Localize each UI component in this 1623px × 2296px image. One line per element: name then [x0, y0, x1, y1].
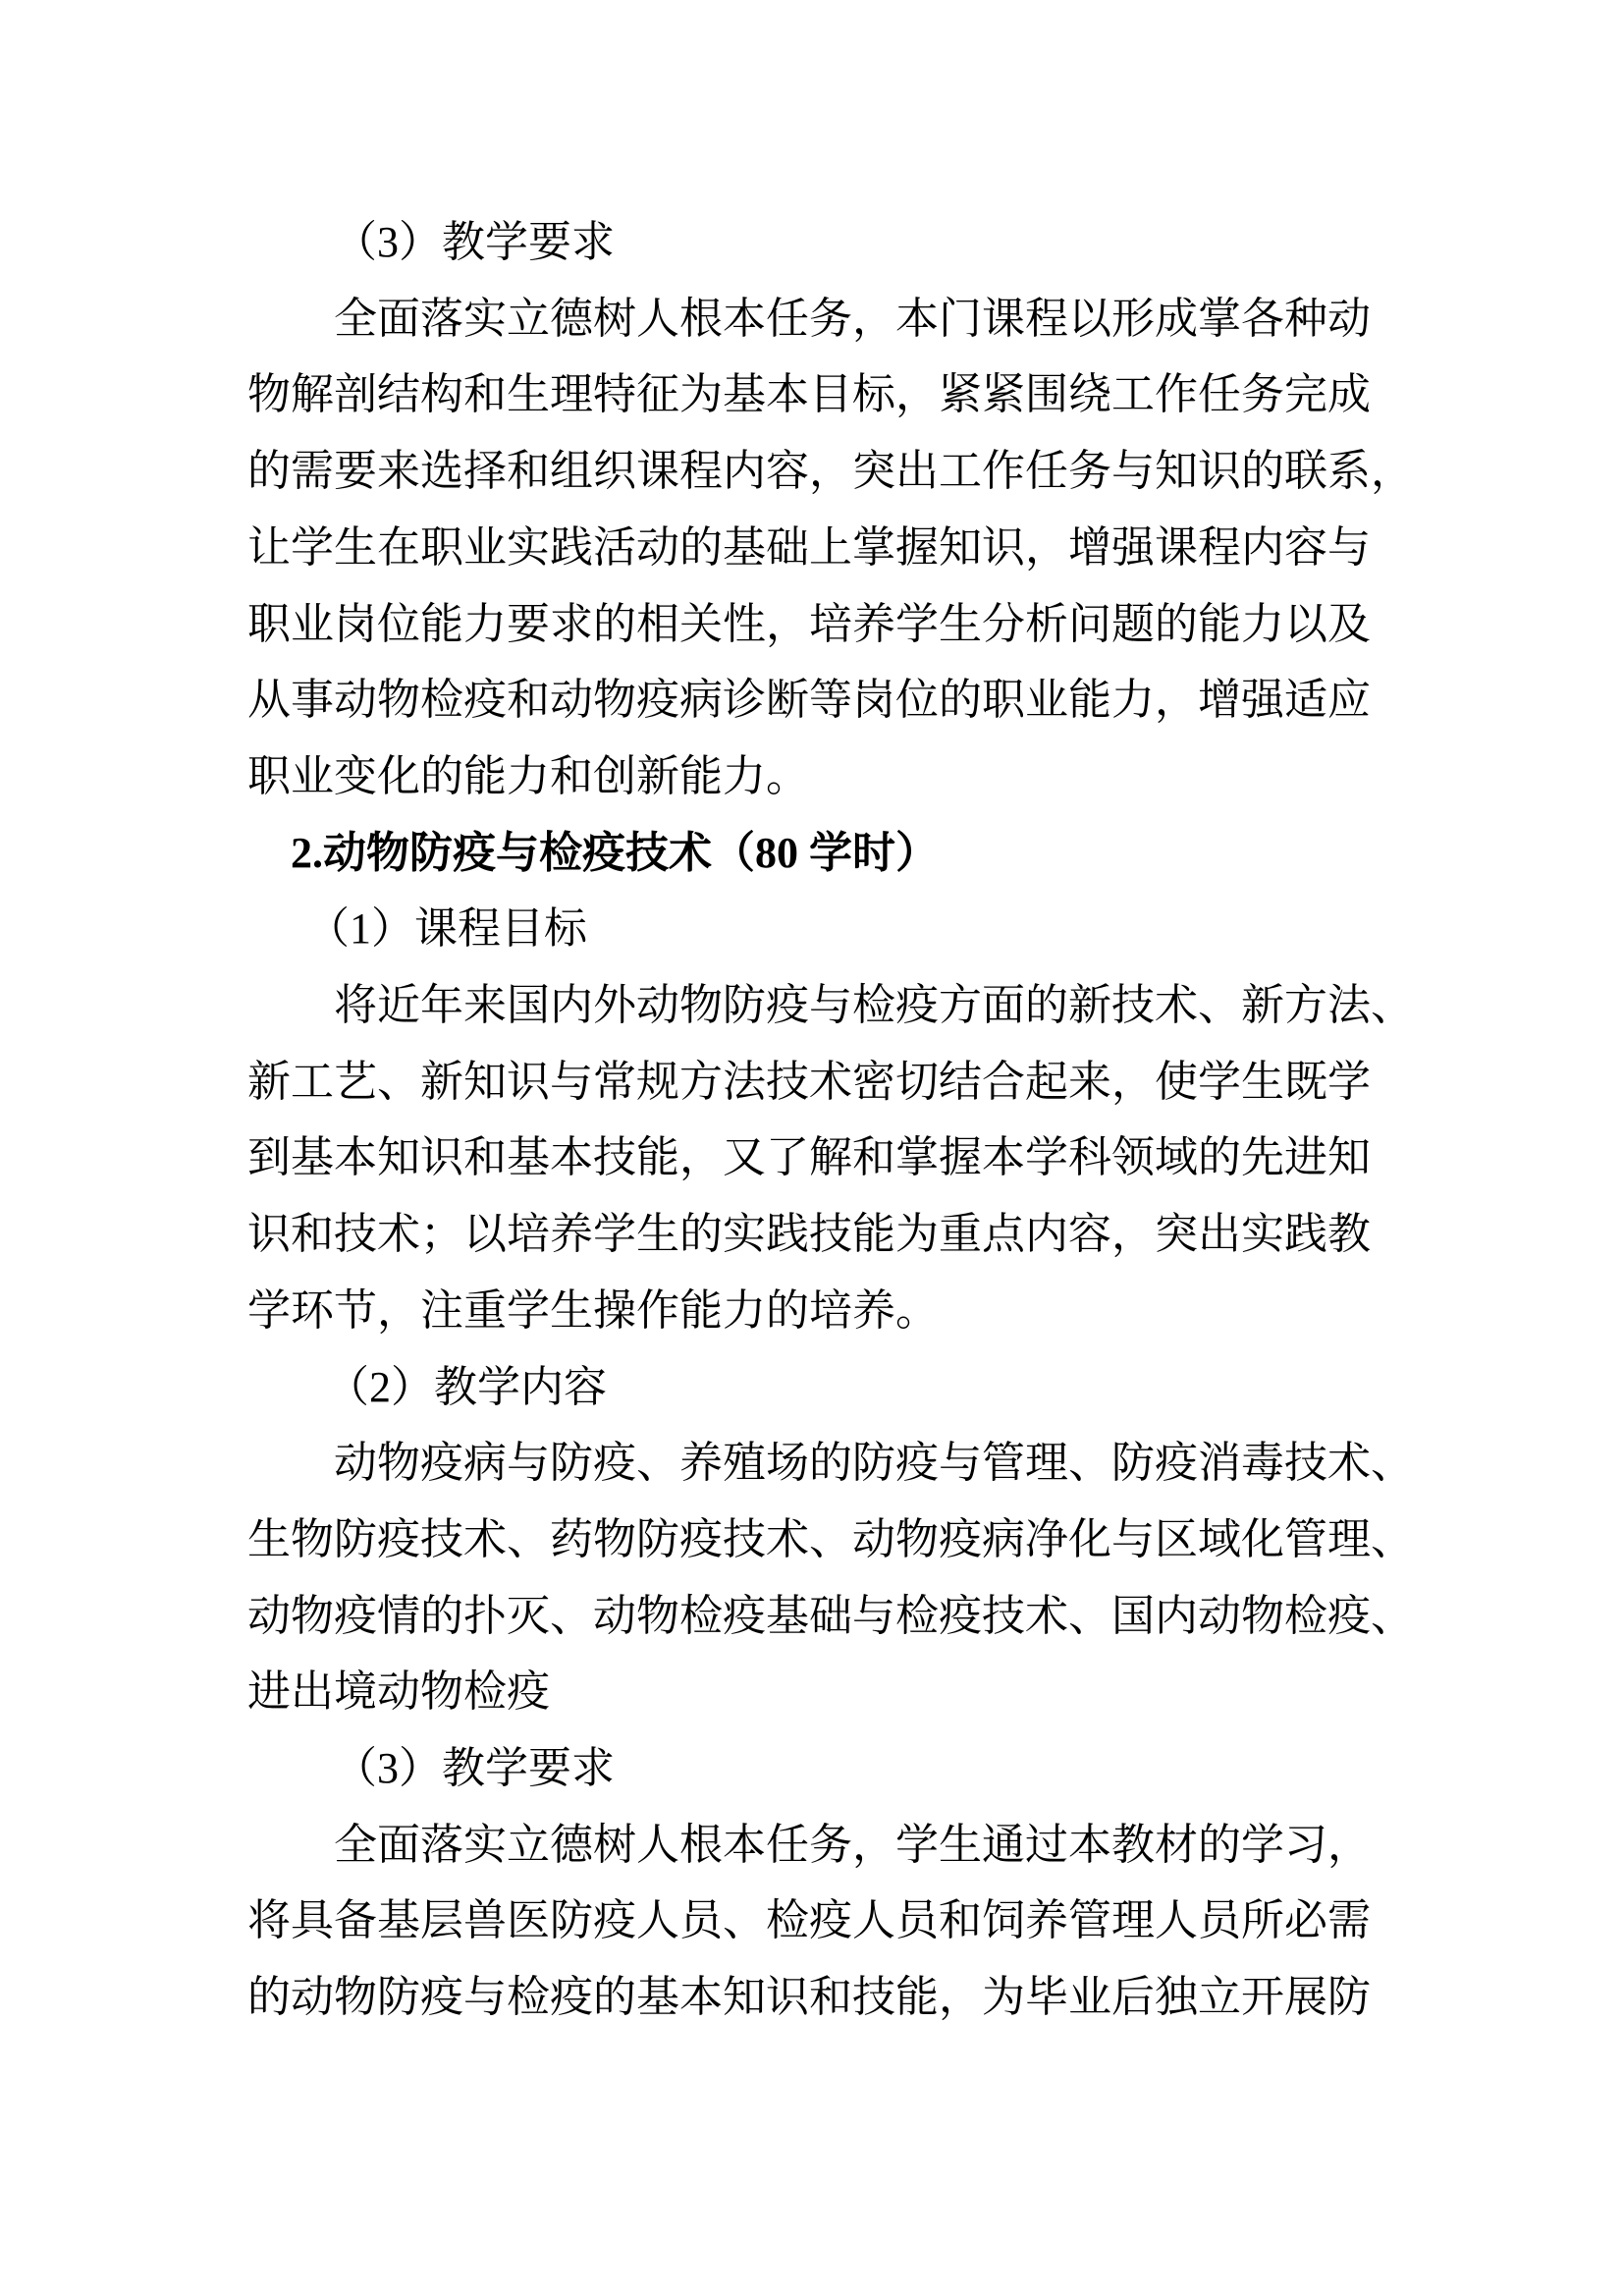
- body-line: 将具备基层兽医防疫人员、检疫人员和饲养管理人员所必需: [247, 1896, 1371, 1945]
- body-line: 动物疫情的扑灭、动物检疫基础与检疫技术、国内动物检疫、: [247, 1591, 1414, 1640]
- body-line: 全面落实立德树人根本任务，学生通过本教材的学习，: [334, 1820, 1371, 1869]
- body-line: 新工艺、新知识与常规方法技术密切结合起来，使学生既学: [247, 1057, 1371, 1106]
- body-line: 从事动物检疫和动物疫病诊断等岗位的职业能力，增强适应: [247, 676, 1371, 725]
- body-line: 学环节，注重学生操作能力的培养。: [247, 1285, 939, 1335]
- subheading-teaching-requirements: （3）教学要求: [334, 218, 615, 266]
- subheading-course-objectives: （1）课程目标: [306, 904, 587, 954]
- course-heading-animal-epidemic-prevention: 2.动物防疫与检疫技术（80 学时）: [291, 828, 939, 877]
- body-line: 进出境动物检疫: [247, 1667, 550, 1717]
- body-line: 动物疫病与防疫、养殖场的防疫与管理、防疫消毒技术、: [334, 1439, 1414, 1488]
- text-block: [247, 204, 1414, 2036]
- body-line: 物解剖结构和生理特征为基本目标，紧紧围绕工作任务完成: [247, 370, 1371, 419]
- body-line: 生物防疫技术、药物防疫技术、动物疫病净化与区域化管理、: [247, 1514, 1414, 1563]
- body-line: 职业变化的能力和创新能力。: [247, 751, 809, 800]
- subheading-teaching-content: （2）教学内容: [326, 1362, 607, 1411]
- body-line: 职业岗位能力要求的相关性，培养学生分析问题的能力以及: [247, 599, 1371, 648]
- body-line: 的动物防疫与检疫的基本知识和技能，为毕业后独立开展防: [247, 1973, 1371, 2022]
- body-line: 识和技术；以培养学生的实践技能为重点内容，突出实践教: [247, 1210, 1371, 1259]
- body-line: 到基本知识和基本技能，又了解和掌握本学科领域的先进知: [247, 1133, 1371, 1182]
- body-line: 全面落实立德树人根本任务，本门课程以形成掌各种动: [334, 294, 1371, 343]
- body-line: 的需要来选择和组织课程内容，突出工作任务与知识的联系，: [247, 447, 1414, 496]
- body-line: 让学生在职业实践活动的基础上掌握知识，增强课程内容与: [247, 522, 1371, 572]
- body-line: 将近年来国内外动物防疫与检疫方面的新技术、新方法、: [334, 981, 1414, 1030]
- subheading-teaching-requirements: （3）教学要求: [334, 1744, 615, 1793]
